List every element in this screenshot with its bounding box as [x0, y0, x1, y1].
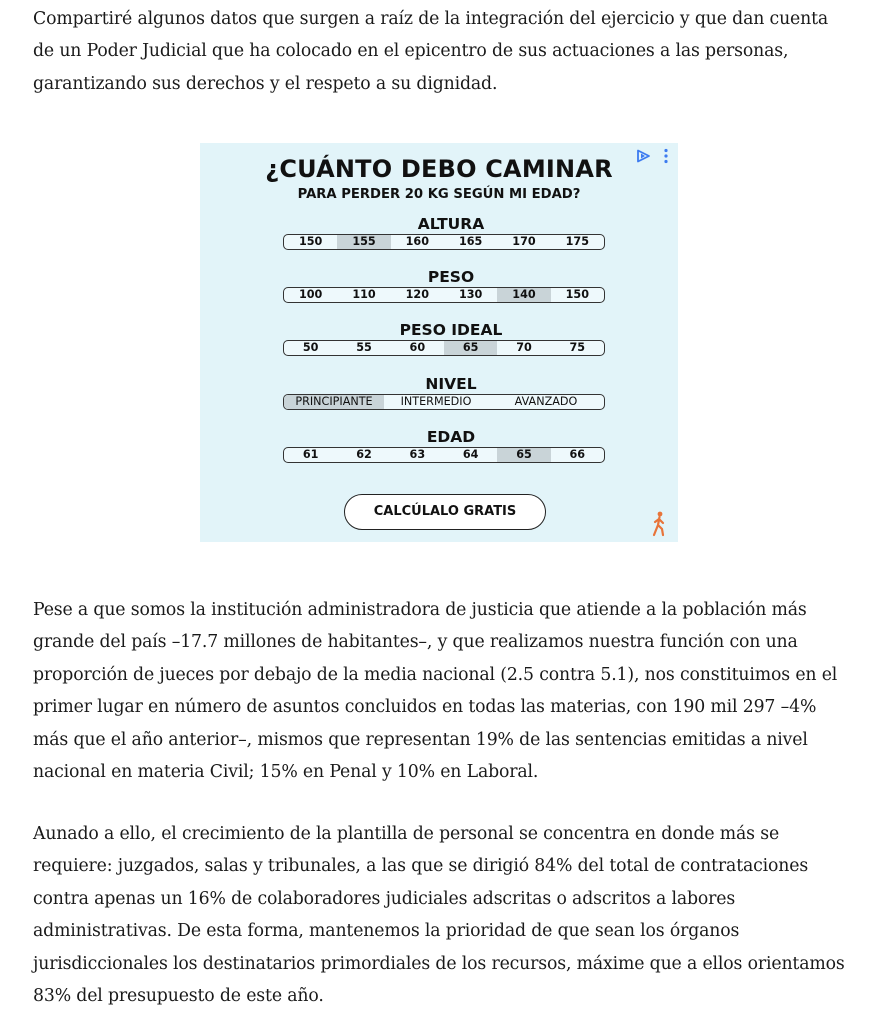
advertisement[interactable]	[200, 143, 678, 542]
article-paragraph-3: Aunado a ello, el crecimiento de la plantilla de personal se concentra en donde más se requiere: juzgados, salas y tribunales, a las que se dirigió 84% del total de contrataciones contra apenas un 16% de colaboradores judiciales adscritas o adscritos a labores administrativas. De esta forma, mantenemos la prioridad de que sean los órganos jurisdiccionales los destinatarios primordiales de los recursos, máxime que a ellos orientamos 83% del presupuesto de este año.	[33, 824, 845, 1007]
option-55[interactable]: 55	[356, 341, 372, 354]
option-bar	[283, 447, 605, 463]
option-70[interactable]: 70	[516, 341, 532, 354]
option-bar	[283, 394, 605, 410]
option-165[interactable]: 165	[458, 235, 483, 248]
option-130[interactable]: 130	[458, 288, 483, 301]
option-100[interactable]: 100	[298, 288, 323, 301]
option-170[interactable]: 170	[512, 235, 536, 248]
option-principiante[interactable]: PRINCIPIANTE	[284, 395, 384, 409]
group-label: ALTURA	[417, 215, 485, 233]
option-63[interactable]: 63	[409, 448, 426, 461]
option-intermedio[interactable]: INTERMEDIO	[400, 395, 472, 408]
group-label: PESO	[427, 268, 475, 286]
option-bar	[283, 340, 605, 356]
option-avanzado[interactable]: AVANZADO	[514, 395, 578, 408]
ad-title: ¿CUÁNTO DEBO CAMINAR	[265, 155, 613, 183]
option-bar	[283, 234, 605, 250]
group-altura	[283, 215, 605, 250]
group-peso	[283, 268, 605, 303]
group-edad	[283, 428, 605, 463]
option-62[interactable]: 62	[356, 448, 372, 461]
group-peso-ideal	[283, 321, 605, 356]
option-175[interactable]: 175	[565, 235, 589, 248]
option-110[interactable]: 110	[352, 288, 376, 301]
option-60[interactable]: 60	[409, 341, 426, 354]
group-label: NIVEL	[425, 375, 477, 393]
option-65[interactable]: 65	[497, 448, 550, 462]
option-140[interactable]: 140	[497, 288, 550, 302]
walking-person-icon	[652, 511, 666, 537]
option-155[interactable]: 155	[337, 235, 390, 249]
option-75[interactable]: 75	[569, 341, 586, 354]
article-paragraph-2: Pese a que somos la institución administradora de justicia que atiende a la población más grande del país –17.7 millones de habitantes–, y que realizamos nuestra función con una proporción de jueces por debajo de la media nacional (2.5 contra 5.1), nos constituimos en el primer lugar en número de asuntos concluidos en todas las materias, con 190 mil 297 –4% más que el año anterior–, mismos que representan 19% de las sentencias emitidas a nivel nacional en materia Civil; 15% en Penal y 10% en Laboral.	[33, 600, 838, 783]
group-nivel	[283, 375, 605, 410]
option-64[interactable]: 64	[462, 448, 479, 461]
ad-subtitle: PARA PERDER 20 KG SEGÚN MI EDAD?	[297, 187, 581, 202]
calculate-button[interactable]: CALCÚLALO GRATIS	[344, 494, 546, 530]
option-66[interactable]: 66	[569, 448, 586, 461]
option-65[interactable]: 65	[444, 341, 497, 355]
option-150[interactable]: 150	[298, 235, 323, 248]
option-bar	[283, 287, 605, 303]
option-61[interactable]: 61	[302, 448, 319, 461]
option-120[interactable]: 120	[405, 288, 429, 301]
option-150[interactable]: 150	[565, 288, 589, 301]
option-50[interactable]: 50	[302, 341, 319, 354]
group-label: EDAD	[426, 428, 476, 446]
group-label: PESO IDEAL	[399, 321, 503, 339]
article-paragraph-1: Compartiré algunos datos que surgen a raíz de la integración del ejercicio y que dan cuenta de un Poder Judicial que ha colocado en el epicentro de sus actuaciones a las personas, garantizando sus derechos y el respeto a su dignidad.	[33, 9, 829, 94]
option-160[interactable]: 160	[405, 235, 429, 248]
